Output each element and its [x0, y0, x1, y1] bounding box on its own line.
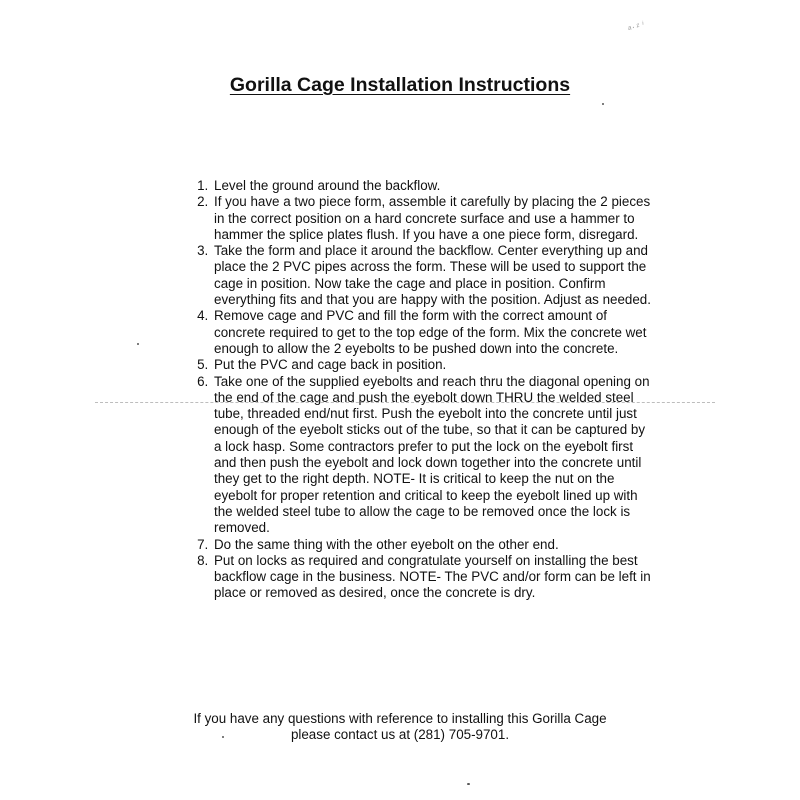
scan-speck: [137, 343, 139, 345]
contact-line-2: please contact us at (281) 705-9701.: [290, 727, 510, 743]
contact-note: [0, 711, 800, 744]
step-5: 5. Put the PVC and cage back in position.: [212, 357, 652, 373]
step-4: 4. Remove cage and PVC and fill the form with the correct amount of concrete required to get to the top edge of the form. Mix the concrete wet enough to allow the 2 eyebolts to be pushed down into the concrete.: [212, 308, 652, 357]
contact-line-1: If you have any questions with reference to installing this Gorilla Cage: [193, 711, 607, 726]
scan-mark: ᵃ‧ ᶻ ⁱ: [626, 19, 645, 35]
step-2: 2. If you have a two piece form, assemble it carefully by placing the 2 pieces in the correct position on a hard concrete surface and use a hammer to hammer the splice plates flush. If you have a one piece form, disregard.: [212, 194, 652, 243]
scan-speck: [222, 736, 224, 738]
step-6: 6. Take one of the supplied eyebolts and reach thru the diagonal opening on the end of the cage and push the eyebolt down THRU the welded steel tube, threaded end/nut first. Push the eyebolt into the concrete until just enough of the eyebolt sticks out of the tube, so that it can be captured by a lock hasp. Some contractors prefer to put the lock on the eyebolt first and then push the eyebolt and lock down together into the concrete until they get to the right depth. NOTE- It is critical to keep the nut on the eyebolt for proper retention and critical to keep the eyebolt lined up with the welded steel tube to allow the cage to be removed once the lock is removed.: [212, 374, 652, 537]
step-1: 1. Level the ground around the backflow.: [212, 178, 652, 194]
instruction-list: [190, 178, 652, 602]
step-7: 7. Do the same thing with the other eyebolt on the other end.: [212, 537, 652, 553]
scan-artifact-line: [95, 402, 715, 403]
scan-speck: [467, 783, 470, 785]
scan-speck: [602, 103, 604, 105]
page-title: Gorilla Cage Installation Instructions: [229, 74, 571, 96]
step-8: 8. Put on locks as required and congratulate yourself on installing the best backflow cage in the business. NOTE- The PVC and/or form can be left in place or removed as desired, once the concrete is dry.: [212, 553, 652, 602]
step-3: 3. Take the form and place it around the backflow. Center everything up and place the 2 PVC pipes across the form. These will be used to support the cage in position. Now take the cage and place in position. Confirm everything fits and that you are happy with the position. Adjust as needed.: [212, 243, 652, 308]
